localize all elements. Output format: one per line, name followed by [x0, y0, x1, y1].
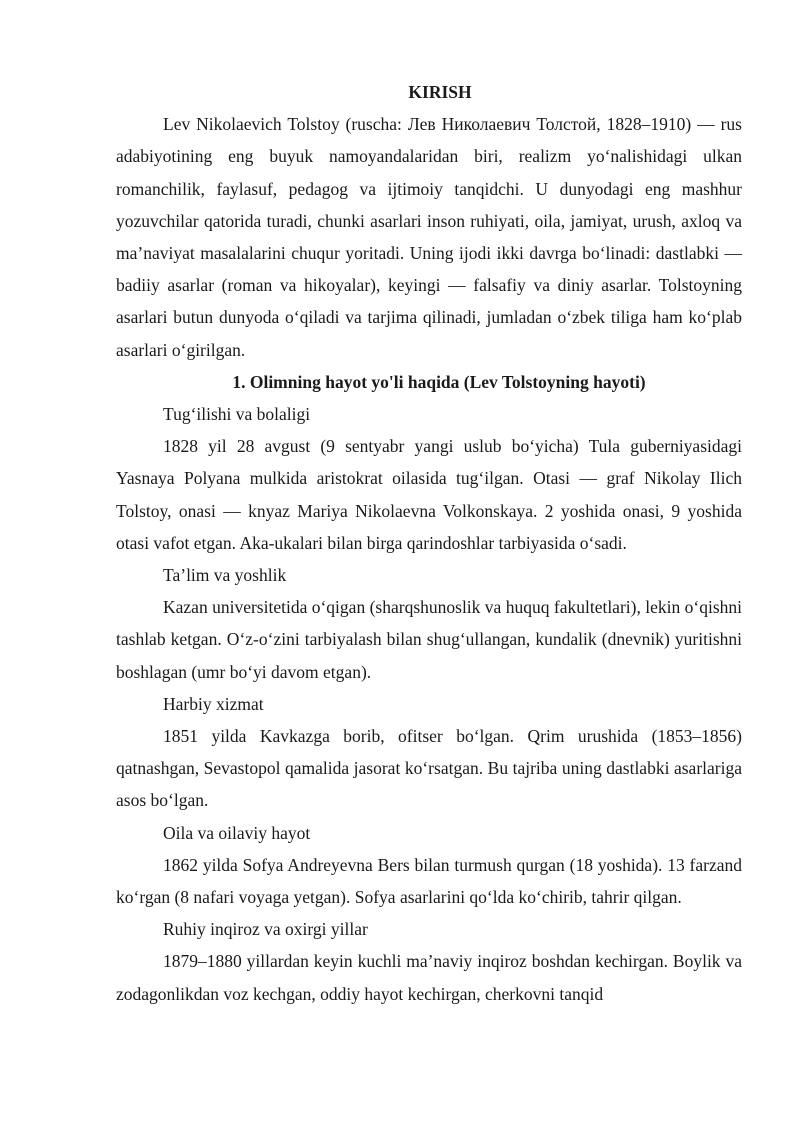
subsection-text-education: Kazan universitetida o‘qigan (sharqshunoslik va huquq fakultetlari), lekin o‘qishni tashlab ketgan. O‘z-o‘zini tarbiyalash bilan shug‘ullangan, kundalik (dnevnik) yuritishni boshlagan (umr bo‘yi davom etgan). — [116, 597, 742, 682]
subsection-text-family: 1862 yilda Sofya Andreyevna Bers bilan turmush qurgan (18 yoshida). 13 farzand ko‘rgan (8 nafari voyaga yetgan). Sofya asarlarini qo‘lda ko‘chirib, tahrir qilgan. — [116, 854, 742, 908]
subsection-heading-family: Oila va oilaviy hayot — [163, 822, 311, 843]
subsection-text-birth: 1828 yil 28 avgust (9 sentyabr yangi uslub bo‘yicha) Tula guberniyasidagi Yasnaya Polyana mulkida aristokrat oilasida tug‘ilgan. Otasi — graf Nikolay Ilich Tolstoy, onasi — knyaz Mariya Nikolaevna Volkonskaya. 2 yoshida onasi, 9 yoshida otasi vafot etgan. Aka-ukalari bilan birga qarindoshlar tarbiyasida o‘sadi. — [116, 436, 742, 553]
subsection-heading-birth: Tug‘ilishi va bolaligi — [163, 404, 311, 425]
subsection-heading-education: Ta’lim va yoshlik — [163, 565, 287, 586]
subsection-heading-crisis: Ruhiy inqiroz va oxirgi yillar — [163, 919, 368, 940]
intro-paragraph: Lev Nikolaevich Tolstoy (ruscha: Лев Николаевич Толстой, 1828–1910) — rus adabiyotining eng buyuk namoyandalaridan biri, realizm yo‘nalishidagi ulkan romanchilik, faylasuf, pedagog va ijtimoiy tanqidchi. U dunyodagi eng mashhur yozuvchilar qatorida turadi, chunki asarlari inson ruhiyati, oila, jamiyat, urush, axloq va ma’naviyat masalalarini chuqur yoritadi. Uning ijodi ikki davrga bo‘linadi: dastlabki — badiiy asarlar (roman va hikoyalar), keyingi — falsafiy va diniy asarlar. Tolstoyning asarlari butun dunyoda o‘qiladi va tarjima qilinadi, jumladan o‘zbek tiliga ham ko‘plab asarlari o‘girilgan. — [116, 114, 742, 360]
document-title: KIRISH — [408, 82, 472, 102]
subsection-text-crisis: 1879–1880 yillardan keyin kuchli ma’naviy inqiroz boshdan kechirgan. Boylik va zodagonlikdan voz kechgan, oddiy hayot kechirgan, cherkovni tanqid — [116, 951, 742, 1004]
subsection-heading-military: Harbiy xizmat — [163, 693, 264, 714]
document-body — [116, 76, 742, 1010]
section-heading: 1. Olimning hayot yo'li haqida (Lev Tolstoyning hayoti) — [232, 371, 646, 392]
subsection-text-military: 1851 yilda Kavkazga borib, ofitser bo‘lgan. Qrim urushida (1853–1856) qatnashgan, Sevastopol qamalida jasorat ko‘rsatgan. Bu tajriba uning dastlabki asarlariga asos bo‘lgan. — [116, 726, 742, 811]
